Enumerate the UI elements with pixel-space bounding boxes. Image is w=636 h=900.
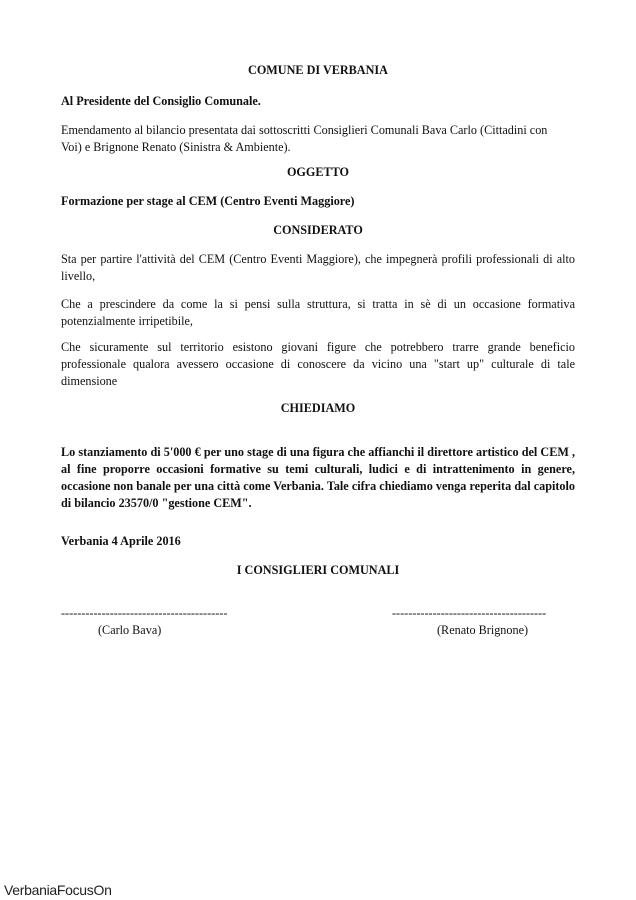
considerato-paragraph-2: Che a prescindere da come la si pensi sulla struttura, si tratta in sè di un occasione formativa potenzialmente irripetibile,: [61, 297, 575, 328]
oggetto-text: Formazione per stage al CEM (Centro Eventi Maggiore): [61, 194, 355, 208]
intro-paragraph: [61, 122, 575, 156]
watermark-logo: VerbaniaFocusOn: [4, 882, 112, 898]
signature-line-left: -----------------------------------------: [61, 606, 228, 620]
oggetto-heading: OGGETTO: [286, 165, 350, 179]
addressee: Al Presidente del Consiglio Comunale.: [61, 94, 261, 108]
intro-line-1: Emendamento al bilancio presentata dai sottoscritti Consiglieri Comunali Bava Carlo (Cittadini con: [61, 123, 548, 137]
considerato-heading: CONSIDERATO: [273, 223, 363, 237]
signatures-heading: I CONSIGLIERI COMUNALI: [236, 563, 400, 577]
chiediamo-text: Lo stanziamento di 5'000 € per uno stage di una figura che affianchi il direttore artistico del CEM , al fine proporre occasioni formative su temi culturali, ludici e di intrattenimento in genere, occasione non banale per una città come Verbania. Tale cifra chiediamo venga reperita dal capitolo di bilancio 23570/0 "gestione CEM".: [61, 445, 575, 510]
date-line: Verbania 4 Aprile 2016: [61, 534, 181, 548]
signature-name-left: (Carlo Bava): [98, 623, 162, 637]
signature-name-right: (Renato Brignone): [437, 623, 529, 637]
signature-line-right: --------------------------------------: [392, 606, 547, 620]
considerato-paragraph-3: Che sicuramente sul territorio esistono giovani figure che potrebbero trarre grande beneficio professionale qualora avessero occasione di conoscere da vicino una "start up" culturale di tale dimensione: [61, 340, 575, 388]
considerato-paragraph-1: Sta per partire l'attività del CEM (Centro Eventi Maggiore), che impegnerà profili professionali di alto livello,: [61, 252, 575, 283]
intro-line-2: Voi) e Brignone Renato (Sinistra & Ambiente).: [61, 140, 291, 154]
municipality-title: COMUNE DI VERBANIA: [248, 63, 388, 77]
chiediamo-heading: CHIEDIAMO: [280, 401, 356, 415]
